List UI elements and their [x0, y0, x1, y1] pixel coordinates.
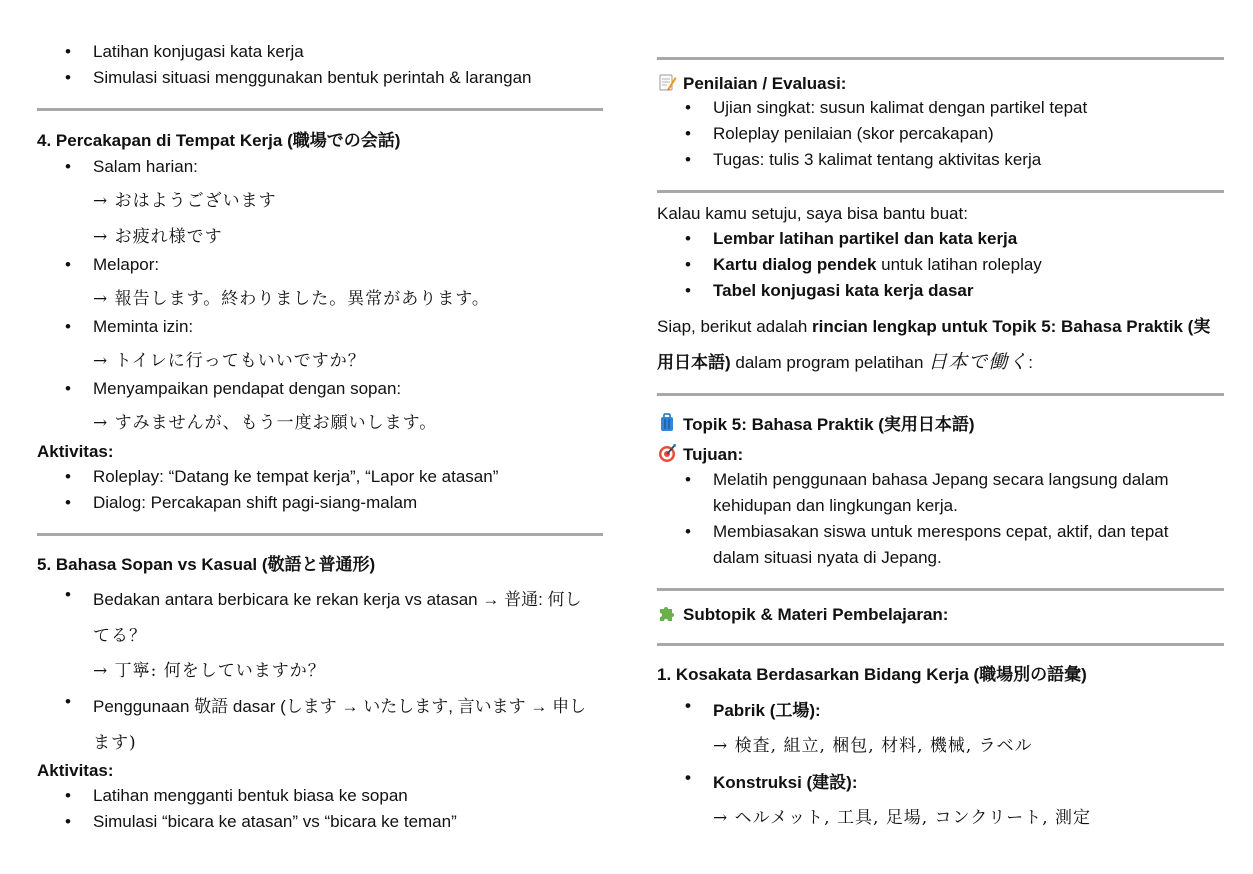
continuation-line: ます)	[93, 733, 137, 753]
phrase-line: → お疲れ様です	[93, 227, 223, 247]
list-item: • Tugas: tulis 3 kalimat tentang aktivitas kerja	[657, 150, 1224, 170]
phrase-line: → おはようございます	[93, 191, 277, 211]
offer-intro: Kalau kamu setuju, saya bisa bantu buat:	[657, 204, 968, 223]
memo-icon	[657, 72, 677, 92]
continuation-line: kehidupan dan lingkungan kerja.	[713, 496, 958, 515]
list-item: • Roleplay: “Datang ke tempat kerja”, “Lapor ke atasan”	[37, 467, 603, 487]
subtopik-heading: Subtopik & Materi Pembelajaran:	[657, 603, 1224, 625]
section-divider	[657, 57, 1224, 60]
phrase-line: → 丁寧: 何をしていますか？	[93, 661, 326, 681]
tujuan-label: Tujuan:	[657, 443, 1224, 465]
section-divider	[37, 533, 603, 536]
intro-paragraph-cont: 用日本語) dalam program pelatihan 日本で働く:	[657, 351, 1033, 373]
list-item: • Simulasi “bicara ke atasan” vs “bicara ke teman”	[37, 812, 603, 832]
section-divider	[657, 393, 1224, 396]
continuation-line: dalam situasi nyata di Jepang.	[713, 548, 942, 567]
list-item: • Ujian singkat: susun kalimat dengan partikel tepat	[657, 98, 1224, 118]
topik-heading: Topik 5: Bahasa Praktik (実用日本語)	[657, 410, 1224, 435]
list-item: • Tabel konjugasi kata kerja dasar	[657, 281, 1224, 301]
list-item: • Salam harian:	[37, 157, 603, 177]
section-divider	[657, 588, 1224, 591]
list-item: • Penggunaan 敬語 dasar (します → いたします, 言います → 申し	[37, 692, 603, 717]
list-item: • Melatih penggunaan bahasa Jepang secara langsung dalam	[657, 470, 1224, 490]
list-item: • Konstruksi (建設):	[657, 768, 1224, 793]
continuation-line: てる？	[93, 626, 147, 646]
list-item: • Melapor:	[37, 255, 603, 275]
section-5-heading: 5. Bahasa Sopan vs Kasual (敬語と普通形)	[37, 555, 376, 574]
list-item: • Dialog: Percakapan shift pagi-siang-malam	[37, 493, 603, 513]
list-item: • Lembar latihan partikel dan kata kerja	[657, 229, 1224, 249]
list-item: • Meminta izin:	[37, 317, 603, 337]
list-item: • Kartu dialog pendek untuk latihan roleplay	[657, 255, 1224, 275]
target-icon	[657, 443, 677, 463]
phrase-line: → すみませんが、もう一度お願いします。	[93, 413, 438, 433]
list-item: • Roleplay penilaian (skor percakapan)	[657, 124, 1224, 144]
aktivitas-label: Aktivitas:	[37, 761, 114, 780]
list-item: • Pabrik (工場):	[657, 696, 1224, 721]
list-item: • Latihan mengganti bentuk biasa ke sopan	[37, 786, 603, 806]
luggage-icon	[657, 413, 677, 433]
section-divider	[657, 190, 1224, 193]
section-4-heading: 4. Percakapan di Tempat Kerja (職場での会話)	[37, 131, 401, 150]
penilaian-heading: Penilaian / Evaluasi:	[657, 72, 1224, 94]
puzzle-icon	[657, 603, 677, 623]
phrase-line: → 報告します。終わりました。異常があります。	[93, 289, 490, 309]
list-item: • Menyampaikan pendapat dengan sopan:	[37, 379, 603, 399]
section-divider	[37, 108, 603, 111]
list-item: • Membiasakan siswa untuk merespons cepat, aktif, dan tepat	[657, 522, 1224, 542]
list-item: • Latihan konjugasi kata kerja	[37, 42, 603, 62]
vocab-line: → ヘルメット, 工具, 足場, コンクリート, 測定	[713, 808, 1092, 828]
aktivitas-label: Aktivitas:	[37, 442, 114, 461]
phrase-line: → トイレに行ってもいいですか？	[93, 351, 366, 371]
list-item: • Simulasi situasi menggunakan bentuk perintah & larangan	[37, 68, 603, 88]
section-divider	[657, 643, 1224, 646]
vocab-line: → 検査, 組立, 梱包, 材料, 機械, ラベル	[713, 736, 1033, 756]
intro-paragraph: Siap, berikut adalah rincian lengkap untuk Topik 5: Bahasa Praktik (実	[657, 317, 1211, 336]
list-item: • Bedakan antara berbicara ke rekan kerja vs atasan → 普通: 何し	[37, 585, 603, 610]
kosakata-heading: 1. Kosakata Berdasarkan Bidang Kerja (職場別の語彙)	[657, 665, 1087, 684]
